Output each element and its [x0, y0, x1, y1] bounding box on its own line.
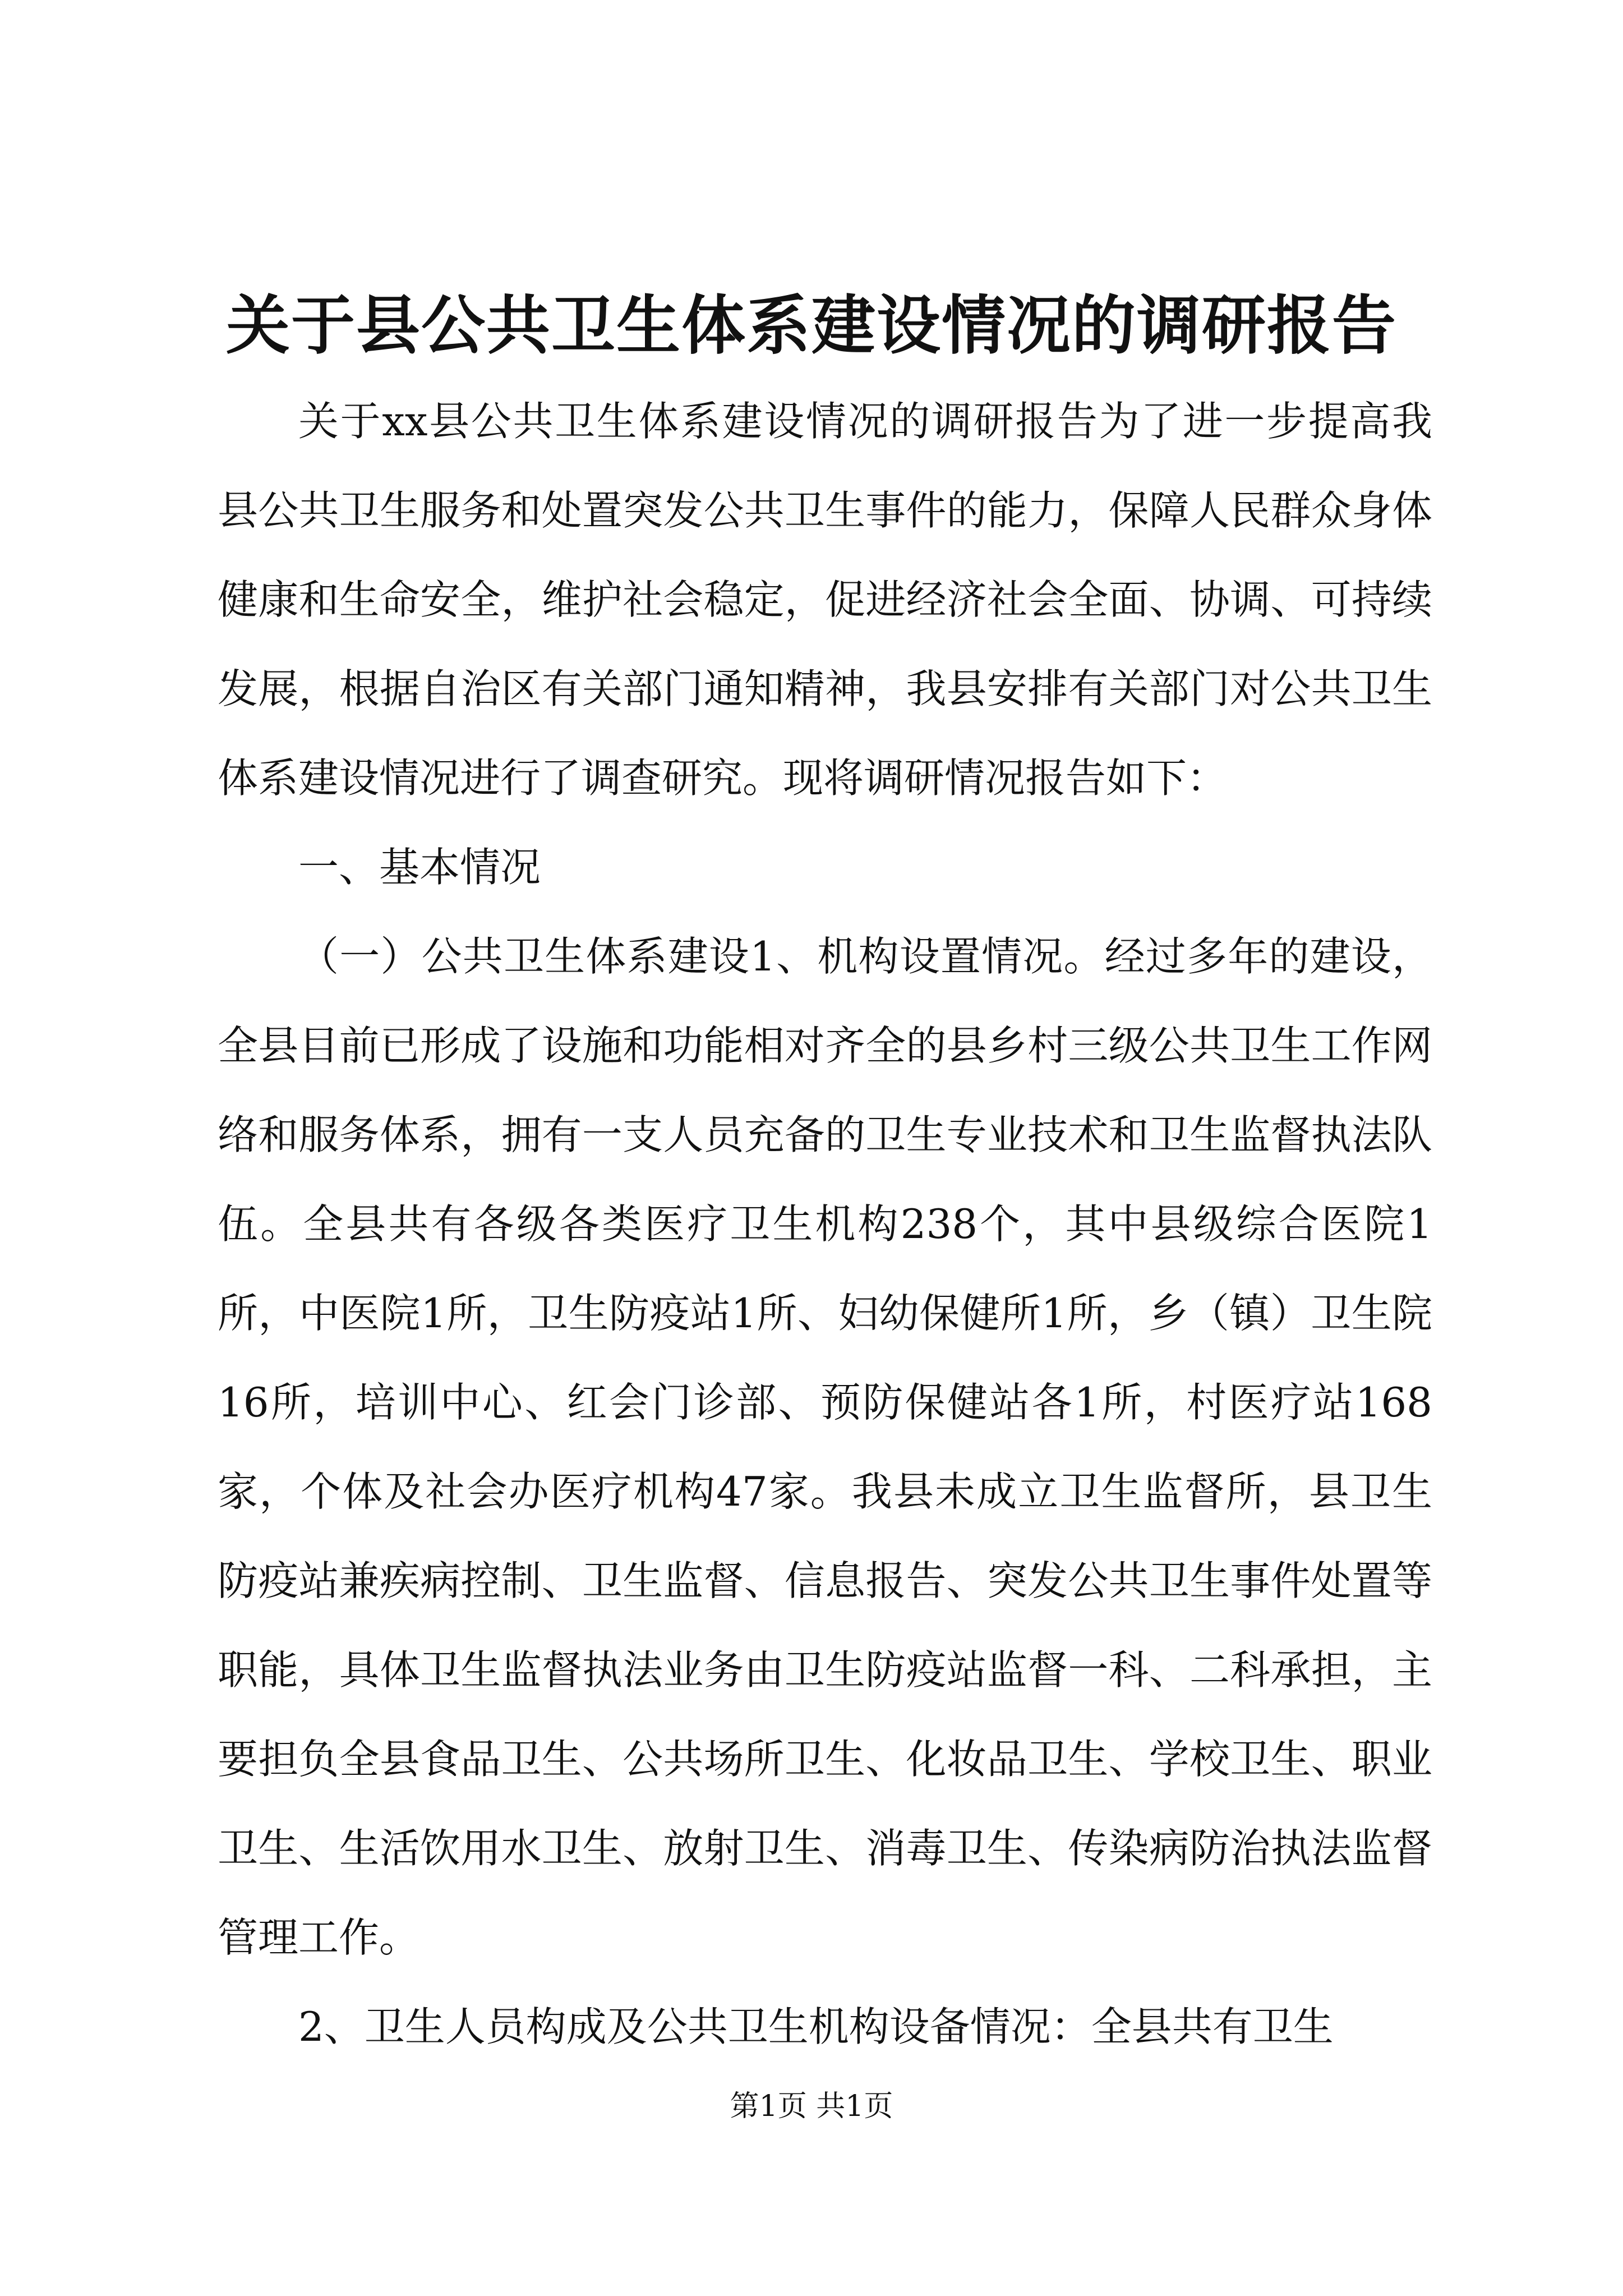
page-footer: 第1页 共1页 [730, 2090, 893, 2123]
paragraph-section-heading: 一、基本情况 [298, 844, 541, 891]
paragraph-institutions: （一）公共卫生体系建设1、机构设置情况。经过多年的建设，全县目前已形成了设施和功能相对齐全的县乡村三级公共卫生工作网络和服务体系，拥有一支人员充备的卫生专业技术和卫生监督执法队伍。全县共有各级各类医疗卫生机构238个，其中县级综合医院1所，中医院1所，卫生防疫站1所、妇幼保健所1所，乡（镇）卫生院16所，培训中心、红会门诊部、预防保健站各1所，村医疗站168家，个体及社会办医疗机构47家。我县未成立卫生监督所，县卫生防疫站兼疾病控制、卫生监督、信息报告、突发公共卫生事件处置等职能，具体卫生监督执法业务由卫生防疫站监督一科、二科承担，主要担负全县食品卫生、公共场所卫生、化妆品卫生、学校卫生、职业卫生、生活饮用水卫生、放射卫生、消毒卫生、传染病防治执法监督管理工作。 [218, 933, 1432, 1961]
document-body [218, 377, 1432, 2072]
document-title: 关于县公共卫生体系建设情况的调研报告 [225, 288, 1397, 363]
paragraph-intro: 关于xx县公共卫生体系建设情况的调研报告为了进一步提高我县公共卫生服务和处置突发公共卫生事件的能力，保障人民群众身体健康和生命安全，维护社会稳定，促进经济社会全面、协调、可持续发展，根据自治区有关部门通知精神，我县安排有关部门对公共卫生体系建设情况进行了调查研究。现将调研情况报告如下： [218, 398, 1432, 802]
paragraph-personnel: 2、卫生人员构成及公共卫生机构设备情况：全县共有卫生 [298, 2003, 1334, 2050]
